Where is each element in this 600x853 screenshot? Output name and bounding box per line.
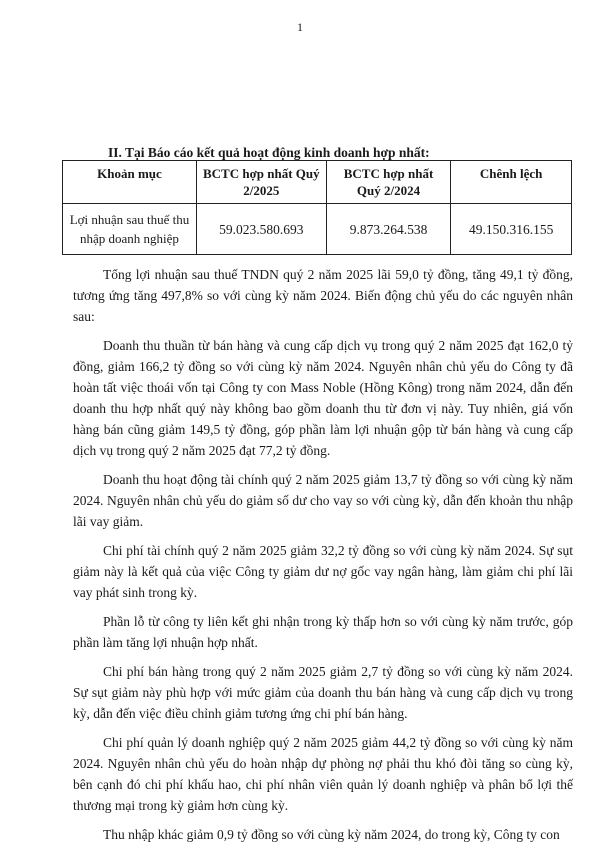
- paragraph-admin-expense: Chi phí quản lý doanh nghiệp quý 2 năm 2025 giảm 44,2 tỷ đồng so với cùng kỳ năm 2024. Nguyên nhân chủ yếu do hoàn nhập dự phòng nợ phải thu khó đòi tăng so cùng kỳ, bên cạnh đó chi phí khấu hao, chi phí nhân viên quản lý doanh nghiệp và phân bổ lợi thế thương mại trong kỳ giảm hơn cùng kỳ.: [73, 735, 573, 813]
- header-difference: Chênh lệch: [451, 161, 572, 204]
- paragraph-associate-loss: Phần lỗ từ công ty liên kết ghi nhận trong kỳ thấp hơn so với cùng kỳ năm trước, góp phần làm tăng lợi nhuận hợp nhất.: [73, 614, 573, 650]
- table-row: [63, 204, 572, 255]
- cell-difference: 49.150.316.155: [451, 204, 572, 255]
- paragraph-other-income: Thu nhập khác giảm 0,9 tỷ đồng so với cùng kỳ năm 2024, do trong kỳ, Công ty con: [103, 827, 560, 842]
- paragraph-selling-expense: Chi phí bán hàng trong quý 2 năm 2025 giảm 2,7 tỷ đồng so với cùng kỳ năm 2024. Sự sụt giảm này phù hợp với mức giảm của doanh thu bán hàng và cung cấp dịch vụ trong kỳ, dẫn đến việc điều chỉnh giảm tương ứng chi phí bán hàng.: [73, 664, 573, 721]
- header-item: Khoản mục: [63, 161, 197, 204]
- paragraph-financial-income: Doanh thu hoạt động tài chính quý 2 năm 2025 giảm 13,7 tỷ đồng so với cùng kỳ năm 2024. Nguyên nhân chủ yếu do giảm số dư cho vay so với cùng kỳ, dẫn đến khoản thu nhập lãi vay giảm.: [73, 472, 573, 529]
- profit-summary-table: [62, 160, 572, 255]
- paragraph-total-profit: Tổng lợi nhuận sau thuế TNDN quý 2 năm 2025 lãi 59,0 tỷ đồng, tăng 49,1 tỷ đồng, tương ứng tăng 497,8% so với cùng kỳ năm 2024. Biến động chủ yếu do các nguyên nhân sau:: [73, 267, 573, 324]
- body-text: [73, 264, 573, 853]
- page-number: 1: [297, 20, 303, 34]
- section-heading: II. Tại Báo cáo kết quả hoạt động kinh doanh hợp nhất:: [108, 145, 430, 160]
- paragraph-financial-expense: Chi phí tài chính quý 2 năm 2025 giảm 32,2 tỷ đồng so với cùng kỳ năm 2024. Sự sụt giảm này là kết quả của việc Công ty giảm dư nợ gốc vay ngân hàng, làm giảm chi phí lãi vay phát sinh trong kỳ.: [73, 543, 573, 600]
- header-q2-2024: BCTC hợp nhất Quý 2/2024: [326, 161, 451, 204]
- header-q2-2025: BCTC hợp nhất Quý 2/2025: [196, 161, 326, 204]
- table-header-row: [63, 161, 572, 204]
- cell-item: Lợi nhuận sau thuế thu nhập doanh nghiệp: [63, 204, 197, 255]
- cell-q2-2025: 59.023.580.693: [196, 204, 326, 255]
- paragraph-net-revenue: Doanh thu thuần từ bán hàng và cung cấp dịch vụ trong quý 2 năm 2025 đạt 162,0 tỷ đồng, giảm 166,2 tỷ đồng so với cùng kỳ năm 2024. Nguyên nhân chủ yếu do Công ty đã hoàn tất việc thoái vốn tại Công ty con Mass Noble (Hồng Kông) trong năm 2024, dẫn đến doanh thu hợp nhất quý này không bao gồm doanh thu từ đơn vị này. Tuy nhiên, giá vốn hàng bán cũng giảm 149,5 tỷ đồng, góp phần làm lợi nhuận gộp từ bán hàng và cung cấp dịch vụ trong quý 2 năm 2025 đạt 77,2 tỷ đồng.: [73, 338, 573, 458]
- cell-q2-2024: 9.873.264.538: [326, 204, 451, 255]
